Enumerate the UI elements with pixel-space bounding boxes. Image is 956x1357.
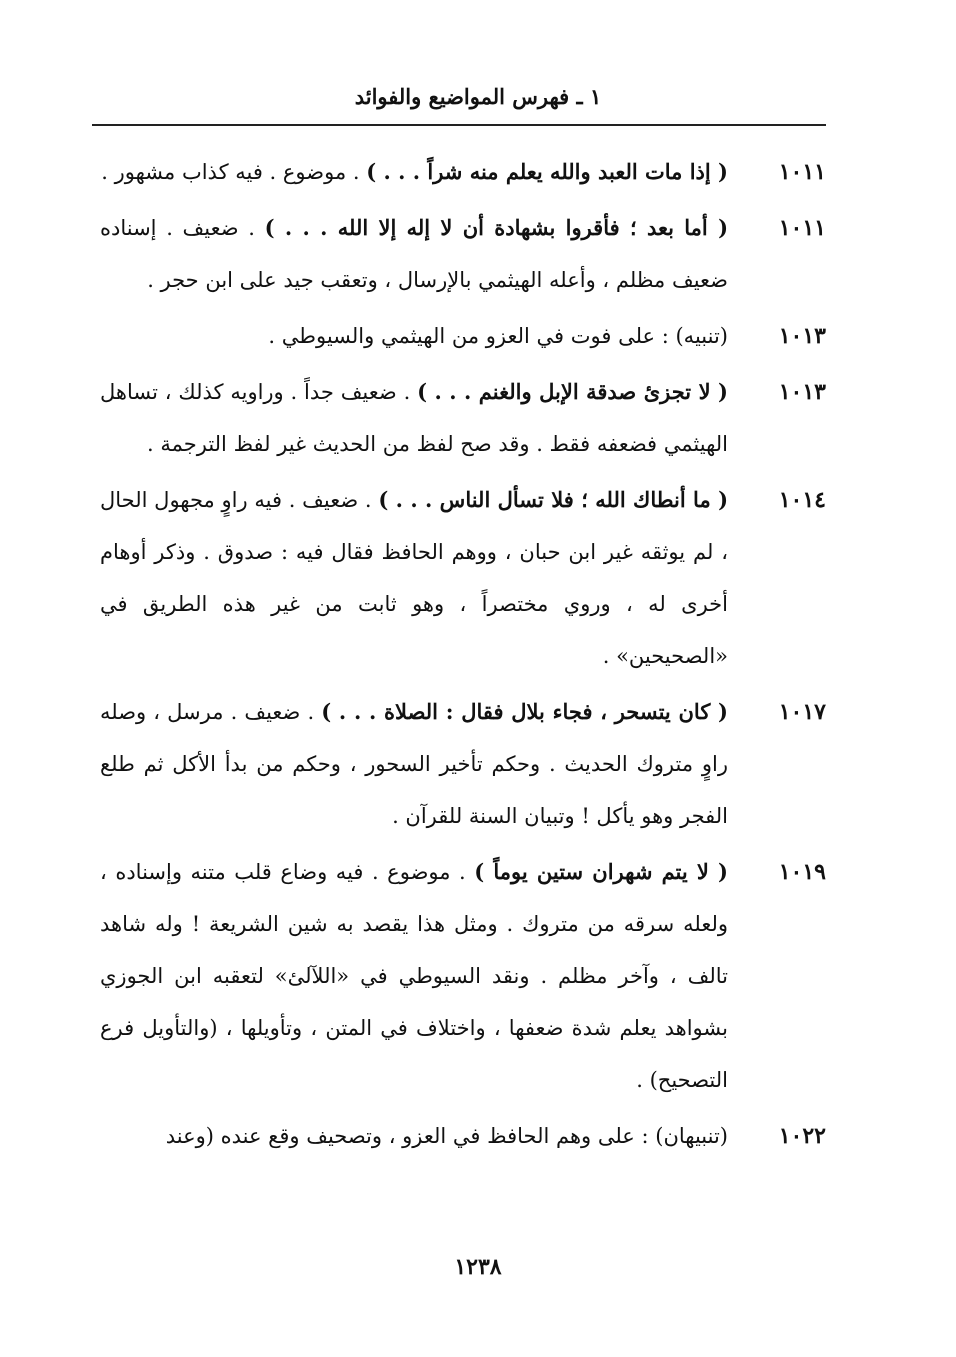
entry-comment: . ضعيف . مرسل ، وصله راوٍ متروك الحديث . وحكم تأخير السحور ، وحكم من بدأ الأكل ثم طلع الفجر وهو يأكل ! وتبيان السنة للقرآن . (100, 700, 728, 828)
entry-text (100, 146, 728, 198)
index-entry (100, 846, 826, 1106)
entry-text (100, 474, 728, 682)
entry-hadith-quote: ( لا تجزئ صدقة الإبل والغنم . . . ) (417, 379, 728, 404)
entry-hadith-quote: ( كان يتسحر ، فجاء بلال فقال : الصلاة . . . ) (321, 699, 728, 724)
entry-comment: (تنبيهان) : على وهم الحافظ في العزو ، وتصحيف وقع عنده (وعند (165, 1124, 728, 1148)
entry-page-number: ١٠١٤ (778, 487, 826, 513)
entry-page-number: ١٠١٧ (778, 699, 826, 725)
entry-comment: . ضعيف جداً . وراويه كذلك ، تساهل الهيثمي فضعفه فقط . وقد صح لفظ من الحديث غير لفظ الترجمة . (100, 380, 728, 456)
index-entry (100, 146, 826, 198)
page-header-title: ١ ـ فهرس المواضيع والفوائد (354, 84, 602, 109)
entry-comment: . ضعيف . فيه راوٍ مجهول الحال ، لم يوثقه غير ابن حبان ، ووهم الحافظ فقال فيه : صدوق . وذكر أوهام أخرى له ، وروي مختصراً ، وهو ثابت من غير هذه الطريق في «الصحيحين» . (100, 488, 728, 668)
entry-page-number: ١٠١٣ (778, 379, 826, 405)
index-entry (100, 202, 826, 306)
index-entry (100, 366, 826, 470)
entry-text (100, 1110, 728, 1162)
header-divider (92, 124, 826, 126)
entry-text (100, 366, 728, 470)
entry-page-number: ١٠١٣ (778, 323, 826, 349)
entry-text (100, 202, 728, 306)
index-entry (100, 1110, 826, 1162)
entry-comment: . ضعيف . إسناده ضعيف مظلم ، وأعله الهيثمي بالإرسال ، وتعقب جيد على ابن حجر . (100, 216, 728, 292)
entry-comment: (تنبيه) : على فوت في العزو من الهيثمي والسيوطي . (268, 324, 728, 348)
entry-text (100, 310, 728, 362)
entry-comment: . موضوع . فيه كذاب مشهور . (101, 160, 367, 184)
entry-hadith-quote: ( أما بعد ؛ فأقروا بشهادة أن لا إله إلا الله . . . ) (264, 215, 729, 240)
entry-page-number: ١٠٢٢ (778, 1123, 826, 1149)
entry-hadith-quote: ( لا يتم شهران ستين يوماً ) (474, 859, 728, 884)
entry-comment: . موضوع . فيه وضاع قلب متنه وإسناده ، ولعله سرقه من متروك . ومثل هذا يقصد به شين الشريعة ! وله شاهد تالف ، وآخر مظلم . ونقد السيوطي في «اللآلئ» لتعقبه ابن الجوزي بشواهد يعلم شدة ضعفها ، واختلاف في المتن ، وتأويلها ، (والتأويل فرع التصحيح) . (100, 860, 728, 1092)
entry-page-number: ١٠١١ (778, 215, 826, 241)
page-number: ١٢٣٨ (454, 1254, 502, 1280)
index-entry (100, 310, 826, 362)
entry-text (100, 846, 728, 1106)
index-entry (100, 686, 826, 842)
entry-page-number: ١٠١١ (778, 159, 826, 185)
index-entries (100, 146, 826, 1166)
entry-hadith-quote: ( ما أنطاك الله ؛ فلا تسأل الناس . . . ) (378, 487, 728, 512)
entry-page-number: ١٠١٩ (778, 859, 826, 885)
index-entry (100, 474, 826, 682)
entry-hadith-quote: ( إذا مات العبد والله يعلم منه شراً . . . ) (366, 159, 728, 184)
entry-text (100, 686, 728, 842)
